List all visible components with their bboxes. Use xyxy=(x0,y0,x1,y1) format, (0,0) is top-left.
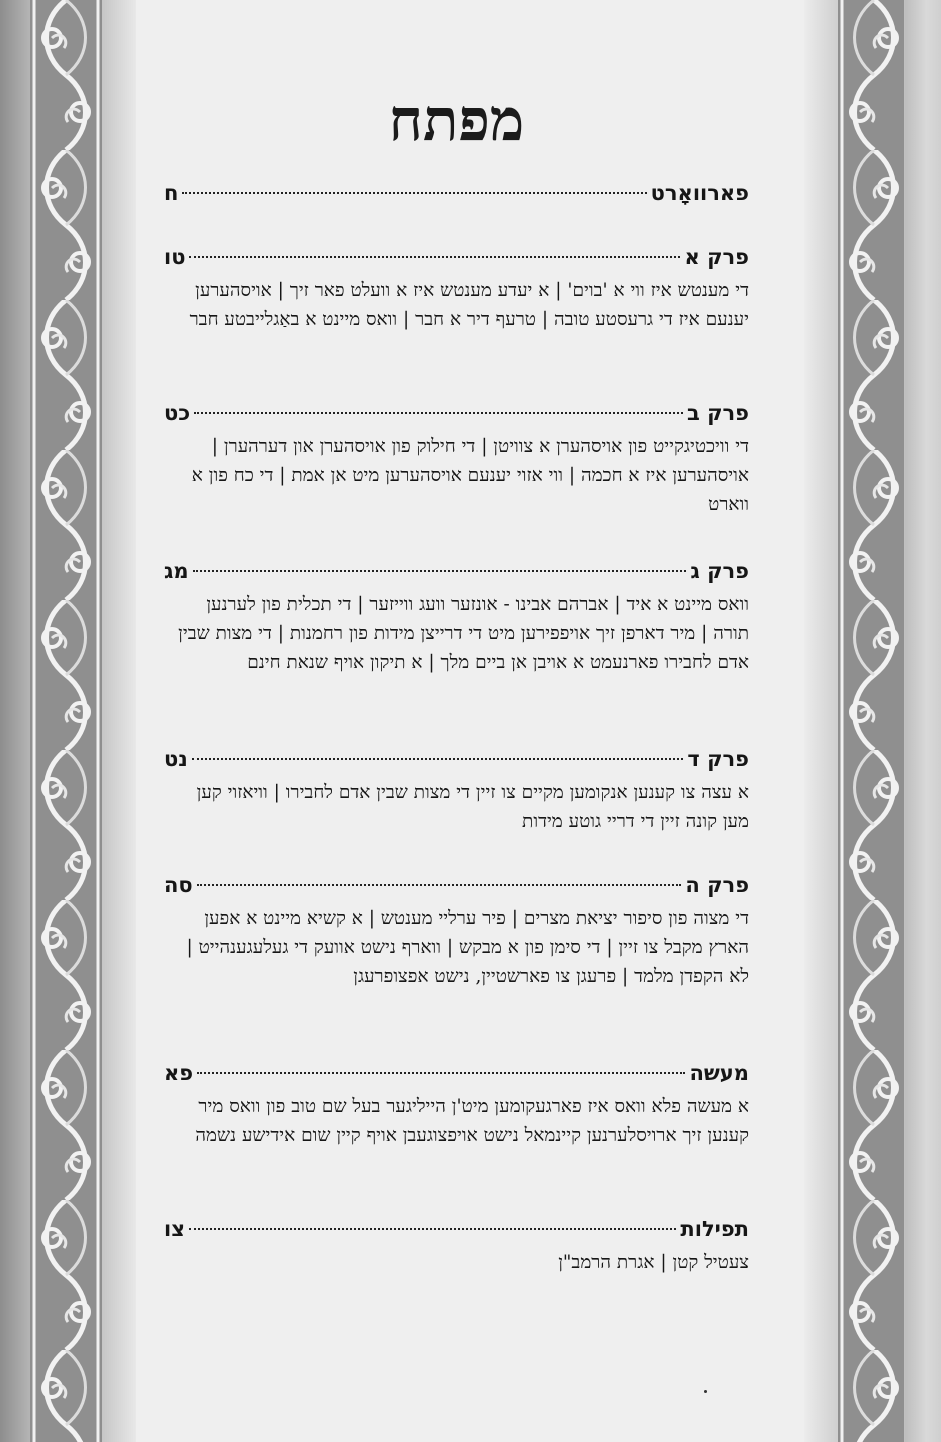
entry-description: די מענטש איז ווי א 'בוים' | א יעדע מענטש איז א וועלט פאר זיך | אויסהערען יענעם איז די גרעסטע טובה | טרעף דיר א חבר | וואס מיינט א באַגלייבטע חבר xyxy=(189,280,749,330)
entry-page-number: ח xyxy=(164,181,179,205)
entry-description: א מעשה פלא וואס איז פארגעקומען מיט'ן הייליגער בעל שם טוב פון וואס מיר קענען זיך ארויסלערנען קיינמאל נישט אויפצוגעבן אויף קיין שום אידישע נשמה xyxy=(195,1096,749,1146)
scan-edge-right xyxy=(905,0,941,1442)
toc-entry-chapter-3 xyxy=(164,556,749,677)
entry-label: פרק ב xyxy=(686,401,749,425)
page-sheet xyxy=(136,0,804,1442)
page-title: מפתח xyxy=(388,86,525,154)
scroll-vine-ornament-icon xyxy=(30,0,102,1442)
table-of-contents xyxy=(164,0,749,1442)
toc-entry-chapter-5 xyxy=(164,870,749,991)
entry-label: פרק ה xyxy=(685,873,749,897)
page-gutter-left xyxy=(102,0,136,1442)
dot-leader xyxy=(197,884,682,886)
entry-page-number: צו xyxy=(164,1217,185,1241)
dot-leader xyxy=(193,570,687,572)
dot-leader xyxy=(189,1228,676,1230)
scan-edge-left xyxy=(0,0,30,1442)
ornamental-border-right xyxy=(838,0,910,1442)
entry-label: פארוואָרט xyxy=(650,181,749,205)
dot-leader xyxy=(182,192,646,194)
entry-description: א עצה צו קענען אנקומען מקיים צו זיין די מצות שבין אדם לחבירו | וויאזוי קען מען קונה זיין די דריי גוטע מידות xyxy=(196,782,749,832)
dot-leader xyxy=(194,412,683,414)
toc-entry-chapter-4 xyxy=(164,744,749,836)
toc-entry-chapter-1 xyxy=(164,242,749,334)
entry-label: פרק ג xyxy=(690,559,749,583)
entry-label: מעשה xyxy=(689,1061,749,1085)
entry-description: וואס מיינט א איד | אברהם אבינו - אונזער וועג ווייזער | די תכלית פון לערנען תורה | מיר דארפן זיך אויפפירען מיט די דרייצן מידות פון רחמנות | די מצות שבין אדם לחבירו פארנעמט א אויבן אן ביים מלך | א תיקון אויף שנאת חינם xyxy=(178,594,749,673)
entry-label: פרק א xyxy=(684,245,749,269)
entry-page-number: נט xyxy=(164,747,188,771)
toc-entry-foreword xyxy=(164,178,749,208)
toc-entry-prayers xyxy=(164,1214,749,1277)
entry-label: פרק ד xyxy=(687,747,749,771)
entry-page-number: כט xyxy=(164,401,191,425)
ornamental-border-left xyxy=(30,0,102,1442)
entry-page-number: סה xyxy=(164,873,193,897)
entry-page-number: טו xyxy=(164,245,186,269)
dot-leader xyxy=(189,256,680,258)
toc-entry-chapter-2 xyxy=(164,398,749,519)
scroll-vine-ornament-icon xyxy=(838,0,910,1442)
entry-label: תפילות xyxy=(680,1217,749,1241)
page-gutter-right xyxy=(804,0,838,1442)
dot-leader xyxy=(197,1072,685,1074)
entry-page-number: פא xyxy=(164,1061,194,1085)
entry-description: צעטיל קטן | אגרת הרמב"ן xyxy=(558,1252,749,1273)
print-speck xyxy=(704,1390,707,1393)
entry-description: די מצוה פון סיפור יציאת מצרים | פיר ערליי מענטש | א קשיא מיינט א אפען הארץ מקבל צו זיין | די סימן פון א מבקש | ווארף נישט אוועק די געלעגענהייט | לא הקפדן מלמד | פרעגן צו פארשטיין, נישט אפצופרעגן xyxy=(186,908,749,987)
dot-leader xyxy=(192,758,684,760)
entry-description: די וויכטיגקייט פון אויסהערן א צוויטן | די חילוק פון אויסהערן און דערהערן | אויסהערען איז א חכמה | ווי אזוי יענעם אויסהערען מיט אן אמת | די כח פון א ווארט xyxy=(191,436,749,515)
toc-entry-story xyxy=(164,1058,749,1150)
entry-page-number: מג xyxy=(164,559,189,583)
